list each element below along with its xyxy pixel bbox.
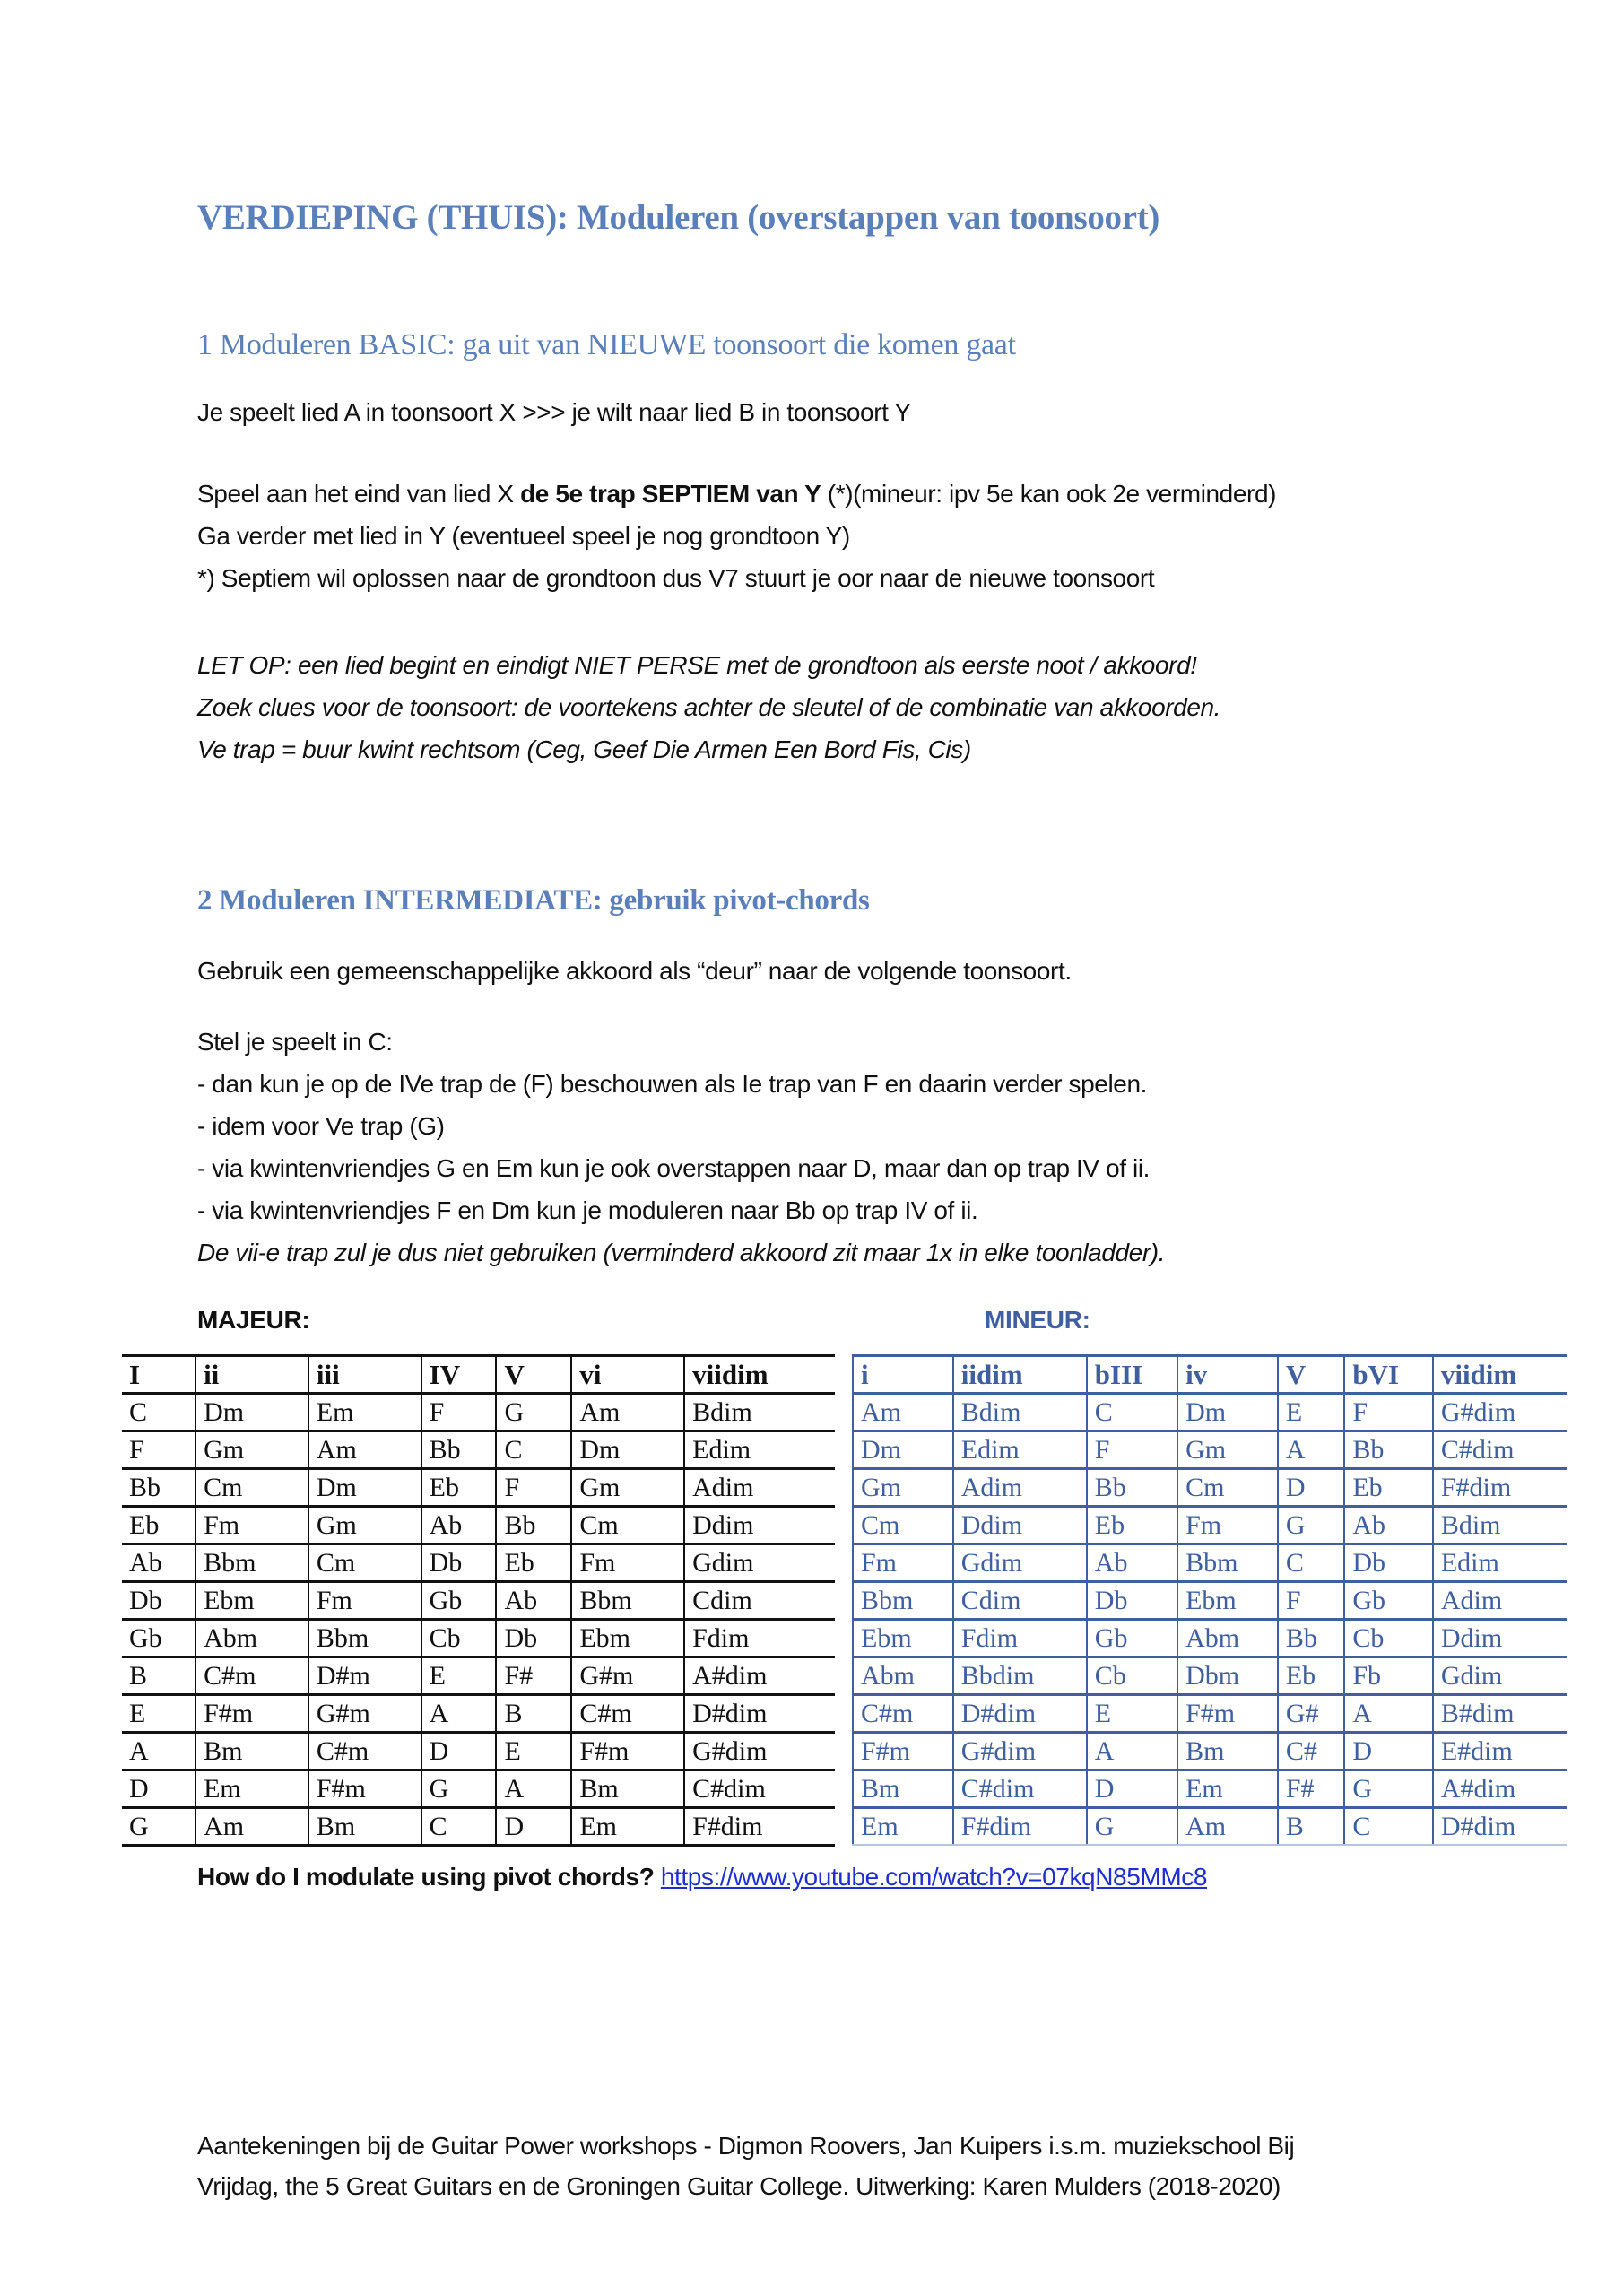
italic-note: De vii-e trap zul je dus niet gebruiken (verminderd akkoord zit maar 1x in elke toonladder). [197,1239,1166,1266]
chord-cell: C#m [853,1695,953,1733]
chord-cell: F [122,1431,195,1469]
section-1-steps [197,473,1276,599]
table-row [853,1507,1567,1544]
table-row [122,1808,835,1846]
table-row [853,1733,1567,1770]
chord-cell: D [496,1808,571,1846]
line-item: Stel je speelt in C: [197,1028,393,1056]
chord-cell: F#m [853,1733,953,1770]
chord-cell: Dm [308,1469,421,1507]
chord-cell: Bbm [853,1582,953,1620]
chord-cell: D [1344,1733,1433,1770]
chord-cell: Gdim [1433,1657,1567,1695]
table-row [853,1469,1567,1507]
chord-cell: Fm [1177,1507,1278,1544]
note-3: Ve trap = buur kwint rechtsom (Ceg, Geef Die Armen Een Bord Fis, Cis) [197,735,971,763]
chord-cell: G# [1278,1695,1345,1733]
chord-cell: Cb [1344,1620,1433,1657]
chord-cell: G#m [308,1695,421,1733]
chord-cell: Adim [953,1469,1087,1507]
chord-cell: Gb [1087,1620,1177,1657]
chord-cell: Bdim [684,1394,835,1431]
chord-cell: Abm [195,1620,308,1657]
chord-cell: D#dim [953,1695,1087,1733]
chord-cell: Bb [1087,1469,1177,1507]
chord-cell: Am [195,1808,308,1846]
chord-cell: D#m [308,1657,421,1695]
column-header: iidim [953,1356,1087,1394]
chord-cell: E [1278,1394,1345,1431]
chord-cell: Bm [853,1770,953,1808]
chord-cell: Ab [1344,1507,1433,1544]
step-2: Ga verder met lied in Y (eventueel speel je nog grondtoon Y) [197,522,850,550]
chord-cell: D [421,1733,497,1770]
column-header: vi [571,1356,684,1394]
footer-line-1: Aantekeningen bij de Guitar Power workshops - Digmon Roovers, Jan Kuipers i.s.m. muziekschool Bij [197,2132,1295,2160]
table-row [853,1544,1567,1582]
chord-cell: A#dim [684,1657,835,1695]
chord-cell: Am [853,1394,953,1431]
chord-cell: F [496,1469,571,1507]
chord-cell: D [1278,1469,1345,1507]
section-2-intro [197,950,1072,992]
chord-cell: C [122,1394,195,1431]
chord-cell: Fdim [684,1620,835,1657]
section-2-lines [197,1021,1165,1274]
footer-line-2: Vrijdag, the 5 Great Guitars en de Groningen Guitar College. Uitwerking: Karen Mulders (2018-2020) [197,2172,1281,2200]
section-1-intro [197,391,911,433]
column-header: viidim [684,1356,835,1394]
chord-cell: Am [1177,1808,1278,1846]
chord-cell: Cdim [953,1582,1087,1620]
note-1: LET OP: een lied begint en eindigt NIET PERSE met de grondtoon als eerste noot / akkoord! [197,651,1197,679]
column-header: V [496,1356,571,1394]
majeur-chord-table [122,1354,835,1847]
table-row [853,1582,1567,1620]
chord-cell: Db [1344,1544,1433,1582]
column-header: bIII [1087,1356,1177,1394]
chord-cell: Bb [1278,1620,1345,1657]
chord-cell: Ddim [953,1507,1087,1544]
column-header: bVI [1344,1356,1433,1394]
footer [197,2126,1294,2206]
chord-cell: Bbm [1177,1544,1278,1582]
chord-cell: Em [571,1808,684,1846]
chord-cell: Gdim [953,1544,1087,1582]
section-2-heading: 2 Moduleren INTERMEDIATE: gebruik pivot-chords [197,884,870,917]
chord-cell: G#dim [1433,1394,1567,1431]
chord-cell: Cm [308,1544,421,1582]
chord-cell: F#m [571,1733,684,1770]
chord-cell: Cm [1177,1469,1278,1507]
chord-cell: Bbm [308,1620,421,1657]
table-row [122,1620,835,1657]
chord-cell: G [1344,1770,1433,1808]
youtube-link[interactable]: https://www.youtube.com/watch?v=07kqN85MMc8 [660,1863,1208,1891]
chord-cell: D [122,1770,195,1808]
chord-cell: Gm [1177,1431,1278,1469]
chord-cell: F#dim [684,1808,835,1846]
chord-cell: G [1087,1808,1177,1846]
step-1 [197,473,1276,515]
chord-cell: Fm [571,1544,684,1582]
chord-cell: Gb [122,1620,195,1657]
chord-cell: G [1278,1507,1345,1544]
chord-cell: Bdim [953,1394,1087,1431]
table-row [853,1695,1567,1733]
chord-cell: Am [571,1394,684,1431]
chord-cell: Eb [1087,1507,1177,1544]
chord-cell: G [496,1394,571,1431]
section-2-intro-text: Gebruik een gemeenschappelijke akkoord als “deur” naar de volgende toonsoort. [197,957,1072,985]
chord-cell: B [496,1695,571,1733]
note-2: Zoek clues voor de toonsoort: de voortekens achter de sleutel of de combinatie van akkoorden. [197,693,1221,721]
section-1-notes [197,644,1220,770]
line-item: - idem voor Ve trap (G) [197,1112,445,1140]
chord-cell: Cdim [684,1582,835,1620]
chord-cell: Fm [308,1582,421,1620]
chord-cell: A [1278,1431,1345,1469]
intro-text: Je speelt lied A in toonsoort X >>> je wilt naar lied B in toonsoort Y [197,398,911,426]
chord-cell: C#m [571,1695,684,1733]
section-1-heading: 1 Moduleren BASIC: ga uit van NIEUWE toonsoort die komen gaat [197,328,1016,361]
page-title: VERDIEPING (THUIS): Moduleren (overstappen van toonsoort) [197,198,1160,237]
chord-cell: Edim [953,1431,1087,1469]
chord-cell: C#dim [953,1770,1087,1808]
chord-cell: C#dim [1433,1431,1567,1469]
chord-cell: Adim [1433,1582,1567,1620]
chord-cell: Bb [496,1507,571,1544]
chord-cell: Gb [1344,1582,1433,1620]
chord-cell: Abm [1177,1620,1278,1657]
chord-cell: Ab [496,1582,571,1620]
chord-cell: Fm [195,1507,308,1544]
chord-cell: Ab [122,1544,195,1582]
chord-cell: F#m [1177,1695,1278,1733]
chord-cell: Ab [1087,1544,1177,1582]
mineur-label: MINEUR: [985,1306,1090,1334]
chord-cell: C#m [195,1657,308,1695]
chord-cell: D [1087,1770,1177,1808]
chord-cell: Ab [421,1507,497,1544]
chord-cell: Cm [853,1507,953,1544]
chord-cell: F#dim [1433,1469,1567,1507]
chord-cell: C#m [308,1733,421,1770]
table-row [122,1582,835,1620]
line-item: - dan kun je op de IVe trap de (F) beschouwen als Ie trap van F en daarin verder spelen. [197,1070,1148,1098]
chord-cell: Cm [195,1469,308,1507]
chord-cell: C [496,1431,571,1469]
chord-cell: A [496,1770,571,1808]
column-header: iv [1177,1356,1278,1394]
table-row [853,1431,1567,1469]
table-row [122,1770,835,1808]
chord-cell: G#m [571,1657,684,1695]
chord-cell: F#m [195,1695,308,1733]
table-row [122,1431,835,1469]
chord-cell: F# [1278,1770,1345,1808]
chord-cell: Fm [853,1544,953,1582]
chord-cell: Db [421,1544,497,1582]
chord-cell: B [122,1657,195,1695]
pivot-chords-link-line [197,1863,1207,1892]
chord-cell: C [421,1808,497,1846]
chord-cell: Am [308,1431,421,1469]
table-row [853,1770,1567,1808]
column-header: V [1278,1356,1345,1394]
majeur-label: MAJEUR: [197,1306,310,1334]
chord-cell: B#dim [1433,1695,1567,1733]
chord-cell: E [421,1657,497,1695]
table-header-row [853,1356,1567,1394]
chord-cell: A [122,1733,195,1770]
chord-cell: Bb [122,1469,195,1507]
chord-cell: Em [308,1394,421,1431]
chord-cell: E [1087,1695,1177,1733]
chord-cell: Cb [421,1620,497,1657]
chord-cell: Bb [421,1431,497,1469]
table-row [853,1808,1567,1846]
chord-cell: Dbm [1177,1657,1278,1695]
chord-cell: Db [122,1582,195,1620]
step-1-pre: Speel aan het eind van lied X [197,480,521,508]
chord-cell: Adim [684,1469,835,1507]
chord-cell: Gdim [684,1544,835,1582]
chord-cell: F [1278,1582,1345,1620]
table-header-row [122,1356,835,1394]
chord-cell: Bb [1344,1431,1433,1469]
chord-cell: F#dim [953,1808,1087,1846]
chord-cell: F [1344,1394,1433,1431]
chord-cell: Dm [853,1431,953,1469]
chord-cell: Db [496,1620,571,1657]
table-row [853,1620,1567,1657]
step-1-bold: de 5e trap SEPTIEM van Y [520,480,821,508]
chord-cell: Fdim [953,1620,1087,1657]
chord-cell: Dm [195,1394,308,1431]
chord-cell: A#dim [1433,1770,1567,1808]
chord-cell: E [122,1695,195,1733]
chord-cell: C [1087,1394,1177,1431]
mineur-chord-table [852,1354,1567,1846]
chord-cell: Dm [1177,1394,1278,1431]
chord-cell: Eb [421,1469,497,1507]
chord-cell: D#dim [684,1695,835,1733]
chord-cell: Eb [1278,1657,1345,1695]
chord-cell: Ebm [195,1582,308,1620]
table-row [122,1469,835,1507]
chord-cell: Ebm [1177,1582,1278,1620]
column-header: i [853,1356,953,1394]
chord-cell: Abm [853,1657,953,1695]
chord-cell: B [1278,1808,1345,1846]
chord-cell: C [1344,1808,1433,1846]
chord-cell: Bm [1177,1733,1278,1770]
chord-cell: Gm [571,1469,684,1507]
chord-cell: Em [853,1808,953,1846]
chord-cell: Dm [571,1431,684,1469]
chord-cell: Gm [195,1431,308,1469]
chord-cell: Bm [308,1808,421,1846]
chord-cell: Cb [1087,1657,1177,1695]
chord-cell: Eb [122,1507,195,1544]
chord-cell: E#dim [1433,1733,1567,1770]
chord-cell: Db [1087,1582,1177,1620]
chord-cell: F# [496,1657,571,1695]
line-item: - via kwintenvriendjes G en Em kun je ook overstappen naar D, maar dan op trap IV of ii. [197,1154,1151,1182]
chord-cell: G#dim [953,1733,1087,1770]
column-header: iii [308,1356,421,1394]
chord-cell: Bbm [195,1544,308,1582]
chord-cell: F#m [308,1770,421,1808]
chord-cell: Fb [1344,1657,1433,1695]
chord-cell: Gb [421,1582,497,1620]
chord-cell: G [122,1808,195,1846]
footnote: *) Septiem wil oplossen naar de grondtoon dus V7 stuurt je oor naar de nieuwe toonsoort [197,564,1155,592]
chord-cell: C# [1278,1733,1345,1770]
chord-cell: A [1087,1733,1177,1770]
chord-cell: F [421,1394,497,1431]
chord-cell: Bbm [571,1582,684,1620]
chord-cell: Edim [684,1431,835,1469]
chord-cell: F [1087,1431,1177,1469]
chord-cell: Ebm [571,1620,684,1657]
chord-cell: Eb [496,1544,571,1582]
table-row [122,1507,835,1544]
chord-cell: Gm [308,1507,421,1544]
chord-cell: Bbdim [953,1657,1087,1695]
pivot-question: How do I modulate using pivot chords? [197,1863,655,1891]
chord-cell: D#dim [1433,1808,1567,1846]
chord-cell: C#dim [684,1770,835,1808]
table-row [122,1695,835,1733]
chord-cell: Bm [571,1770,684,1808]
chord-cell: G [421,1770,497,1808]
chord-cell: Ddim [684,1507,835,1544]
table-row [853,1394,1567,1431]
column-header: IV [421,1356,497,1394]
chord-cell: Em [1177,1770,1278,1808]
step-1-post: (*)(mineur: ipv 5e kan ook 2e verminderd) [821,480,1277,508]
table-row [122,1394,835,1431]
table-row [853,1657,1567,1695]
chord-cell: Bdim [1433,1507,1567,1544]
chord-cell: A [421,1695,497,1733]
table-row [122,1657,835,1695]
table-row [122,1733,835,1770]
chord-cell: Eb [1344,1469,1433,1507]
chord-cell: Em [195,1770,308,1808]
column-header: I [122,1356,195,1394]
chord-cell: Ddim [1433,1620,1567,1657]
line-item: - via kwintenvriendjes F en Dm kun je moduleren naar Bb op trap IV of ii. [197,1196,978,1224]
chord-cell: Bm [195,1733,308,1770]
chord-cell: Cm [571,1507,684,1544]
table-row [122,1544,835,1582]
chord-cell: C [1278,1544,1345,1582]
column-header: ii [195,1356,308,1394]
chord-cell: Edim [1433,1544,1567,1582]
chord-cell: A [1344,1695,1433,1733]
column-header: viidim [1433,1356,1567,1394]
chord-cell: Ebm [853,1620,953,1657]
chord-cell: E [496,1733,571,1770]
chord-cell: Gm [853,1469,953,1507]
chord-cell: G#dim [684,1733,835,1770]
